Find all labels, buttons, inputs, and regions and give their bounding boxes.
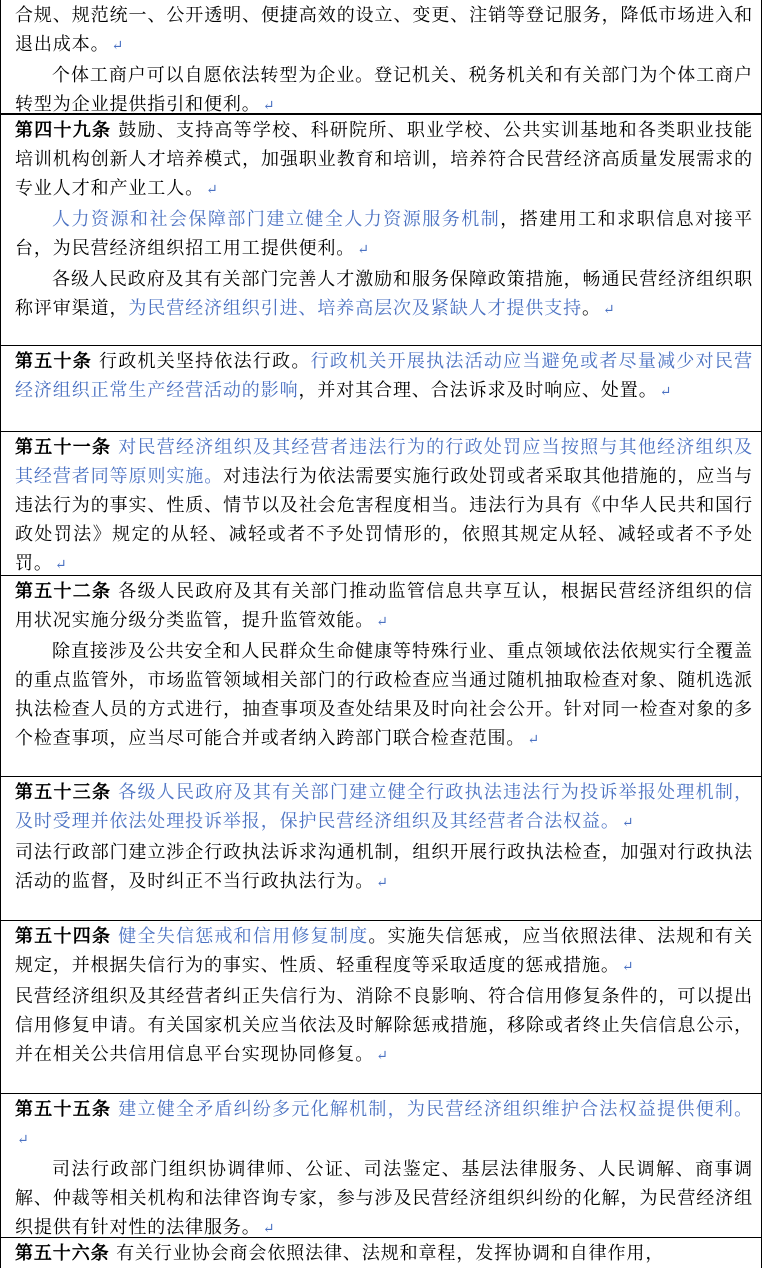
paragraph <box>15 1095 753 1155</box>
text-segment: 行政机关坚持依法行政。 <box>91 351 311 372</box>
article-number: 第四十九条 <box>15 120 112 141</box>
text-segment: 建立健全矛盾纠纷多元化解机制，为民营经济组织维护合法权益提供便利。 <box>111 1099 753 1120</box>
paragraph <box>15 637 753 755</box>
paragraph-mark-icon: ↵ <box>621 815 635 831</box>
text-segment: 。 <box>582 298 601 319</box>
paragraph <box>15 838 753 898</box>
article-number: 第五十三条 <box>15 782 112 803</box>
text-segment: 。实施失信惩戒，应当依照法律、法规和有关规定，并根据失信行为的事实、性质、轻重程度等采取适度的惩戒措施。 <box>15 926 753 976</box>
text-segment: 各级人民政府及其有关部门推动监管信息共享互认，根据民营经济组织的信用状况实施分级分类监管，提升监管效能。 <box>15 581 753 631</box>
text-segment: 合规、规范统一、公开透明、便捷高效的设立、变更、注销等登记服务，降低市场进入和退出成本。 <box>15 5 753 55</box>
paragraph-mark-icon: ↵ <box>54 557 68 573</box>
paragraph <box>15 778 753 838</box>
paragraph-mark-icon: ↵ <box>376 1048 389 1064</box>
text-segment: 司法行政部门组织协调律师、公证、司法鉴定、基层法律服务、人民调解、商事调解、仲裁等相关机构和法律咨询专家，参与涉及民营经济组织纠纷的化解，为民营经济组织提供有针对性的法律服务。 <box>15 1159 753 1238</box>
paragraph-mark-icon: ↵ <box>621 959 635 975</box>
text-segment: 司法行政部门建立涉企行政执法诉求沟通机制，组织开展行政执法检查，加强对行政执法活动的监督，及时纠正不当行政执法行为。 <box>15 842 753 892</box>
block-article-52 <box>1 576 761 777</box>
paragraph <box>15 577 753 637</box>
paragraph-mark-icon: ↵ <box>17 1132 30 1148</box>
paragraph <box>15 347 753 407</box>
block-article-53 <box>1 777 761 921</box>
article-number: 第五十一条 <box>15 437 112 458</box>
paragraph <box>15 265 753 325</box>
block-article-49 <box>1 115 761 346</box>
paragraph-mark-icon: ↵ <box>262 1221 276 1237</box>
paragraph-mark-icon: ↵ <box>527 732 540 748</box>
text-segment: 对违法行为依法需要实施行政处罚或者采取其他措施的，应当与违法行为的事实、性质、情节以及社会危害程度相当。违法行为具有《中华人民共和国行政处罚法》规定的从轻、减轻或者不予处罚情形的，依照其规定从轻、减轻或者不予处罚。 <box>15 466 753 574</box>
text-segment: ，并对其合理、合法诉求及时响应、处置。 <box>298 380 658 401</box>
paragraph <box>15 1239 753 1268</box>
text-segment: 鼓励、支持高等学校、科研院所、职业学校、公共实训基地和各类职业技能培训机构创新人才培养模式，加强职业教育和培训，培养符合民营经济高质量发展需求的专业人才和产业工人。 <box>15 120 753 199</box>
text-segment: 各级人民政府及其有关部门建立健全行政执法违法行为投诉举报处理机制，及时受理并依法处理投诉举报，保护民营经济组织及其经营者合法权益。 <box>15 782 753 832</box>
text-segment: 人力资源和社会保障部门建立健全人力资源服务机制 <box>52 209 501 230</box>
paragraph <box>15 205 753 265</box>
text-segment: 健全失信惩戒和信用修复制度 <box>111 926 369 947</box>
text-segment: 为民营经济组织引进、培养高层次及紧缺人才提供支持 <box>128 298 583 319</box>
paragraph <box>15 1 753 61</box>
paragraph-mark-icon: ↵ <box>262 98 276 114</box>
block-article-54 <box>1 921 761 1094</box>
paragraph-mark-icon: ↵ <box>659 384 673 400</box>
article-number: 第五十四条 <box>15 926 112 947</box>
paragraph <box>15 1155 753 1238</box>
article-number: 第五十二条 <box>15 581 112 602</box>
paragraph <box>15 116 753 205</box>
block-article-55 <box>1 1094 761 1238</box>
paragraph-mark-icon: ↵ <box>376 875 389 891</box>
paragraph-mark-icon: ↵ <box>602 302 616 318</box>
text-segment: 有关行业协会商会依照法律、法规和章程，发挥协调和自律作用， <box>109 1243 665 1264</box>
text-segment: 各级人民政府及其有关部门完善人才激励和服务保障政策措施，畅通民营经济组织职称评审渠道， <box>15 269 753 319</box>
paragraph-mark-icon: ↵ <box>206 182 219 198</box>
block-article-56 <box>1 1238 761 1268</box>
article-number: 第五十条 <box>15 351 92 372</box>
text-segment: ，搭建用工和求职信息对接平台，为民营经济组织招工用工提供便利。 <box>15 209 753 259</box>
paragraph <box>15 61 753 115</box>
text-segment: 行政机关开展执法活动应当避免或者尽量减少对民营经济组织正常生产经营活动的影响 <box>15 351 753 401</box>
text-segment: 对民营经济组织及其经营者违法行为的行政处罚应当按照与其他经济组织及其经营者同等原则实施。 <box>15 437 753 487</box>
paragraph <box>15 922 753 982</box>
text-segment: 民营经济组织及其经营者纠正失信行为、消除不良影响、符合信用修复条件的，可以提出信用修复申请。有关国家机关应当依法及时解除惩戒措施，移除或者终止失信信息公示，并在相关公共信用信息平台实现协同修复。 <box>15 986 753 1065</box>
text-segment: 除直接涉及公共安全和人民群众生命健康等特殊行业、重点领域依法依规实行全覆盖的重点监管外，市场监管领域相关部门的行政检查应当通过随机抽取检查对象、随机选派执法检查人员的方式进行，抽查事项及查处结果及时向社会公开。针对同一检查对象的多个检查事项，应当尽可能合并或者纳入跨部门联合检查范围。 <box>15 641 753 749</box>
block-continuation <box>1 0 761 115</box>
text-segment: 个体工商户可以自愿依法转型为企业。登记机关、税务机关和有关部门为个体工商户转型为企业提供指引和便利。 <box>15 65 753 115</box>
block-article-51 <box>1 432 761 576</box>
paragraph <box>15 982 753 1071</box>
paragraph-mark-icon: ↵ <box>357 242 370 258</box>
article-number: 第五十六条 <box>15 1243 110 1264</box>
article-number: 第五十五条 <box>15 1099 112 1120</box>
block-article-50 <box>1 346 761 432</box>
paragraph <box>15 433 753 576</box>
paragraph-mark-icon: ↵ <box>111 38 125 54</box>
paragraph-mark-icon: ↵ <box>376 614 389 630</box>
